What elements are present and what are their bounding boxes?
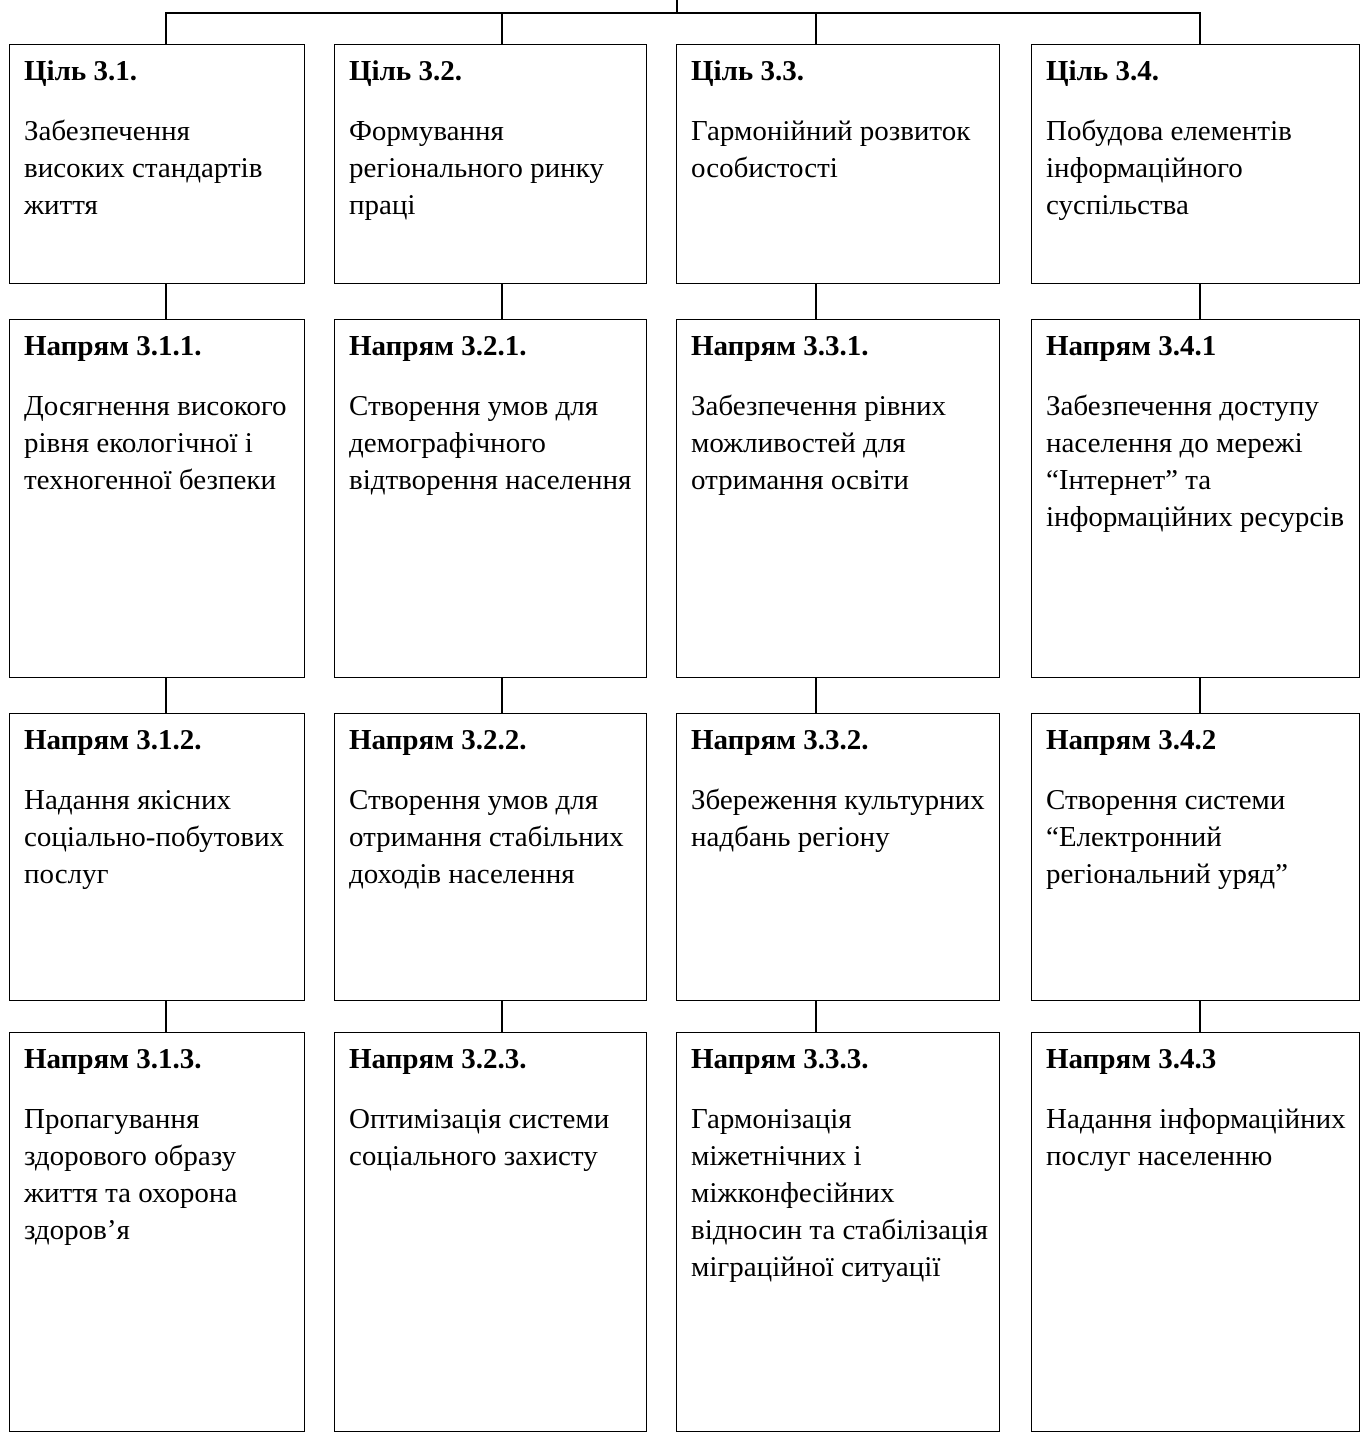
- direction-title: Напрям 3.3.3.: [691, 1043, 869, 1075]
- direction-text: Створення умов для демографічного відтворення населення: [349, 390, 632, 496]
- direction-text: Створення системи “Електронний регіональний уряд”: [1046, 784, 1288, 890]
- direction-title: Напрям 3.3.1.: [691, 330, 869, 362]
- direction-title: Напрям 3.4.2: [1046, 724, 1217, 756]
- goal-box-3-2: [334, 44, 647, 284]
- goal-title: Ціль 3.2.: [349, 55, 462, 87]
- goal-text: Забезпечення високих стандартів життя: [24, 115, 263, 221]
- direction-title: Напрям 3.4.3: [1046, 1043, 1217, 1075]
- direction-title: Напрям 3.1.3.: [24, 1043, 202, 1075]
- direction-text: Забезпечення рівних можливостей для отримання освіти: [691, 390, 946, 496]
- direction-box-3-2-2: [334, 713, 647, 1001]
- direction-title: Напрям 3.1.1.: [24, 330, 202, 362]
- direction-text: Створення умов для отримання стабільних доходів населення: [349, 784, 624, 890]
- connector-c2-r3: [501, 1000, 503, 1033]
- direction-text: Забезпечення доступу населення до мережі “Інтернет” та інформаційних ресурсів: [1046, 390, 1345, 533]
- goal-title: Ціль 3.1.: [24, 55, 137, 87]
- direction-title: Напрям 3.4.1: [1046, 330, 1217, 362]
- goal-text: Гармонійний розвиток особистості: [691, 115, 971, 184]
- direction-box-3-4-1: [1031, 319, 1360, 678]
- goal-text: Формування регіонального ринку праці: [349, 115, 604, 221]
- drop-line-col3: [815, 12, 817, 45]
- connector-c3-r2: [815, 677, 817, 714]
- connector-c1-r2: [165, 677, 167, 714]
- direction-title: Напрям 3.2.2.: [349, 724, 527, 756]
- connector-c4-r1: [1199, 283, 1201, 320]
- direction-box-3-3-3: [676, 1032, 1000, 1432]
- connector-c1-r1: [165, 283, 167, 320]
- drop-line-col1: [165, 12, 167, 45]
- direction-text: Надання інформаційних послуг населенню: [1046, 1103, 1346, 1172]
- connector-c1-r3: [165, 1000, 167, 1033]
- goal-box-3-3: [676, 44, 1000, 284]
- direction-text: Збереження культурних надбань регіону: [691, 784, 985, 853]
- direction-box-3-1-3: [9, 1032, 305, 1432]
- drop-line-col4: [1199, 12, 1201, 45]
- direction-text: Пропагування здорового образу життя та охорона здоров’я: [24, 1103, 238, 1246]
- direction-box-3-4-2: [1031, 713, 1360, 1001]
- direction-title: Напрям 3.3.2.: [691, 724, 869, 756]
- top-horizontal-line: [165, 12, 1201, 14]
- connector-c3-r1: [815, 283, 817, 320]
- goal-title: Ціль 3.3.: [691, 55, 804, 87]
- drop-line-col2: [501, 12, 503, 45]
- direction-box-3-1-1: [9, 319, 305, 678]
- direction-box-3-4-3: [1031, 1032, 1360, 1432]
- direction-text: Оптимізація системи соціального захисту: [349, 1103, 610, 1172]
- connector-c2-r2: [501, 677, 503, 714]
- connector-c3-r3: [815, 1000, 817, 1033]
- goal-box-3-4: [1031, 44, 1360, 284]
- direction-text: Досягнення високого рівня екологічної і техногенної безпеки: [24, 390, 287, 496]
- connector-c4-r2: [1199, 677, 1201, 714]
- direction-box-3-2-1: [334, 319, 647, 678]
- direction-title: Напрям 3.1.2.: [24, 724, 202, 756]
- goal-text: Побудова елементів інформаційного суспільства: [1046, 115, 1292, 221]
- connector-c2-r1: [501, 283, 503, 320]
- direction-text: Гармонізація міжетнічних і міжконфесійних відносин та стабілізація міграційної ситуації: [691, 1103, 988, 1283]
- direction-title: Напрям 3.2.3.: [349, 1043, 527, 1075]
- direction-text: Надання якісних соціально-побутових послуг: [24, 784, 285, 890]
- direction-box-3-1-2: [9, 713, 305, 1001]
- goal-box-3-1: [9, 44, 305, 284]
- direction-box-3-3-2: [676, 713, 1000, 1001]
- direction-box-3-2-3: [334, 1032, 647, 1432]
- goal-title: Ціль 3.4.: [1046, 55, 1159, 87]
- direction-box-3-3-1: [676, 319, 1000, 678]
- direction-title: Напрям 3.2.1.: [349, 330, 527, 362]
- connector-c4-r3: [1199, 1000, 1201, 1033]
